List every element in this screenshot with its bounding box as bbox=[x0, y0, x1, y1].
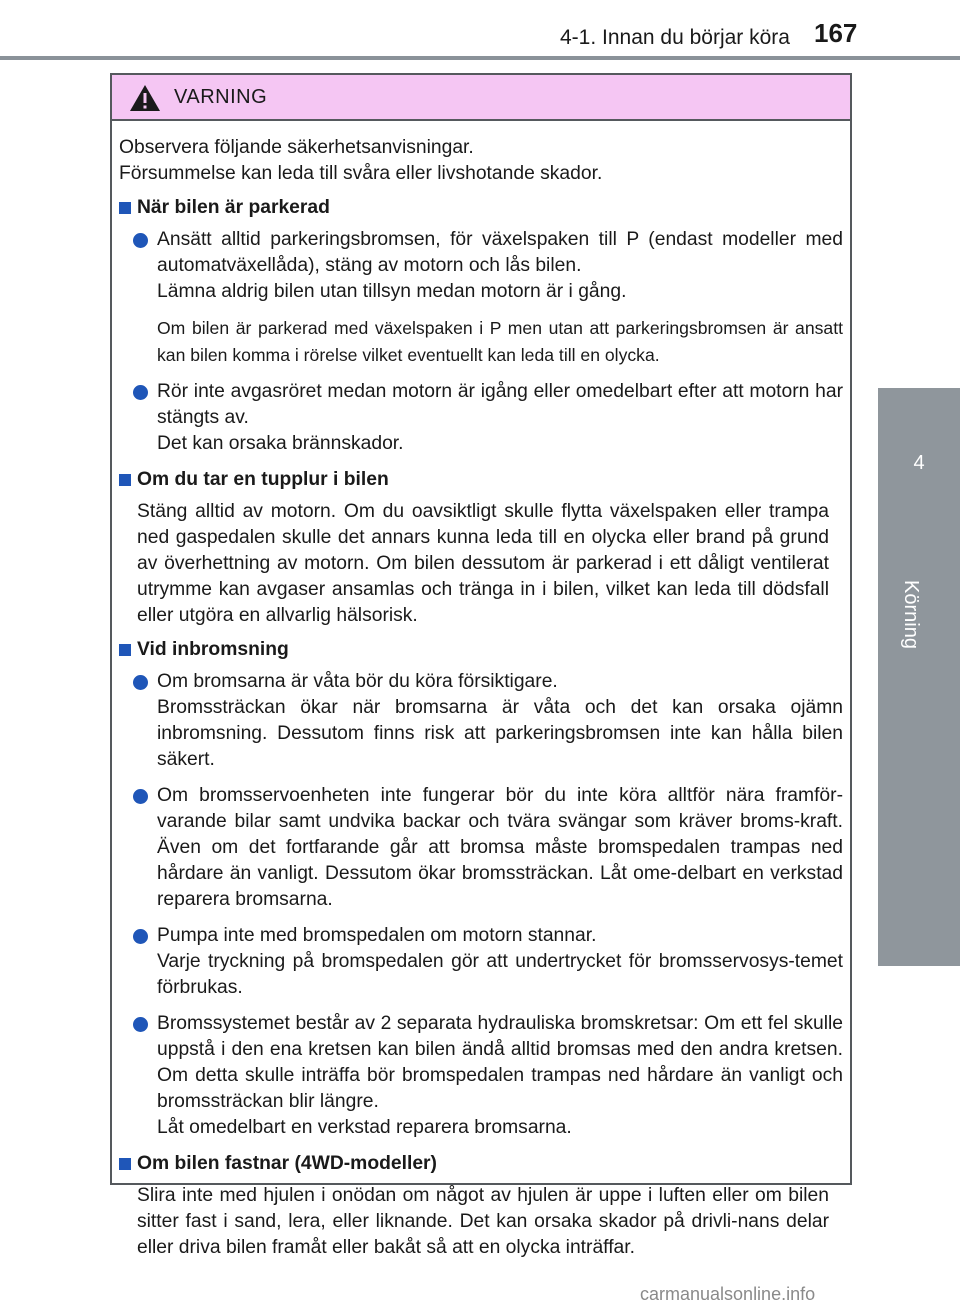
bullet-text-extra: Det kan orsaka brännskador. bbox=[157, 433, 404, 454]
section-heading-parked: När bilen är parkerad bbox=[119, 195, 843, 221]
bullet-item bbox=[119, 783, 843, 913]
bullet-item bbox=[119, 923, 843, 1001]
chapter-number: 4 bbox=[913, 452, 925, 474]
warning-header bbox=[112, 75, 850, 121]
bullet-text-extra: Varje tryckning på bromspedalen gör att undertrycket för bromsservosys-temet förbrukas. bbox=[157, 951, 843, 998]
bullet-text: Om bromsarna är våta bör du köra försiktigare. bbox=[157, 671, 558, 692]
intro-line-1: Observera följande säkerhetsanvisningar. bbox=[119, 137, 474, 158]
bullet-item bbox=[119, 1011, 843, 1141]
bullet-text-extra: Låt omedelbart en verkstad reparera bromsarna. bbox=[157, 1117, 572, 1138]
section-heading-braking: Vid inbromsning bbox=[119, 637, 843, 663]
bullet-text-extra: Lämna aldrig bilen utan tillsyn medan motorn är i gång. bbox=[157, 281, 627, 302]
chapter-name: Körning bbox=[900, 580, 922, 649]
header-rule bbox=[0, 56, 960, 60]
bullet-item bbox=[119, 669, 843, 773]
bullet-item bbox=[119, 379, 843, 457]
bullet-text: Bromssystemet består av 2 separata hydrauliska bromskretsar: Om ett fel skulle uppstå i den ena kretsen kan bilen ändå alltid bromsas med den andra kretsen. Om detta skulle inträffa bör bromspedalen trampas ned hårdare än vanligt och bromssträckan blir längre. bbox=[157, 1013, 843, 1112]
section-text: Slira inte med hjulen i onödan om något av hjulen är uppe i luften eller om bilen sitter fast i sand, lera, eller liknande. Det kan orsaka skador på drivli-nans delar eller driva bilen framåt eller bakåt så att en olycka inträffar. bbox=[137, 1185, 829, 1258]
bullet-item bbox=[119, 227, 843, 305]
bullet-text: Rör inte avgasröret medan motorn är igång eller omedelbart efter att motorn har stängts av. bbox=[157, 381, 843, 428]
warning-triangle-icon bbox=[128, 83, 162, 113]
warning-box bbox=[110, 73, 852, 1258]
section-title: 4-1. Innan du börjar köra bbox=[560, 26, 790, 49]
bullet-text: Ansätt alltid parkeringsbromsen, för växelspaken till P (endast modeller med automatväxellåda), stäng av motorn och lås bilen. bbox=[157, 229, 843, 276]
intro-line-2: Försummelse kan leda till svåra eller livshotande skador. bbox=[119, 163, 603, 184]
chapter-side-tab bbox=[878, 388, 960, 966]
page-number: 167 bbox=[814, 18, 858, 48]
section-text: Stäng alltid av motorn. Om du oavsiktligt skulle flytta växelspaken eller trampa ned gaspedalen skulle det annars kunna leda till en olycka eller brand på grund av överhettning av motorn. Om bilen dessutom är parkerad i ett dåligt ventilerat utrymme kan avgaser ansamlas och tränga in i bilen, vilket kan leda till dödsfall eller utgöra en allvarlig hälsorisk. bbox=[137, 501, 829, 626]
warning-content bbox=[119, 135, 843, 1269]
watermark: carmanualsonline.info bbox=[640, 1284, 816, 1304]
bullet-text-extra: Bromssträckan ökar när bromsarna är våta och det kan orsaka ojämn inbromsning. Dessutom finns risk att parkeringsbromsen inte kan hålla bilen säkert. bbox=[157, 697, 843, 770]
warning-title: VARNING bbox=[174, 86, 268, 108]
bullet-text: Om bromsservoenheten inte fungerar bör du inte köra alltför nära framför-varande bilar samt undvika backar och tvära svängar som kräver broms-kraft. Även om det fortfarande går att bromsa måste bromspedalen trampas ned hårdare än vanligt. Dessutom ökar bromssträckan. Låt ome-delbart en verkstad reparera bromsarna. bbox=[157, 785, 843, 910]
section-heading-nap: Om du tar en tupplur i bilen bbox=[119, 467, 843, 493]
note-text: Om bilen är parkerad med växelspaken i P men utan att parkeringsbromsen är ansatt kan bilen komma i rörelse vilket eventuellt kan leda till en olycka. bbox=[157, 318, 843, 365]
bullet-text: Pumpa inte med bromspedalen om motorn stannar. bbox=[157, 925, 597, 946]
section-heading-stuck: Om bilen fastnar (4WD-modeller) bbox=[119, 1151, 843, 1177]
